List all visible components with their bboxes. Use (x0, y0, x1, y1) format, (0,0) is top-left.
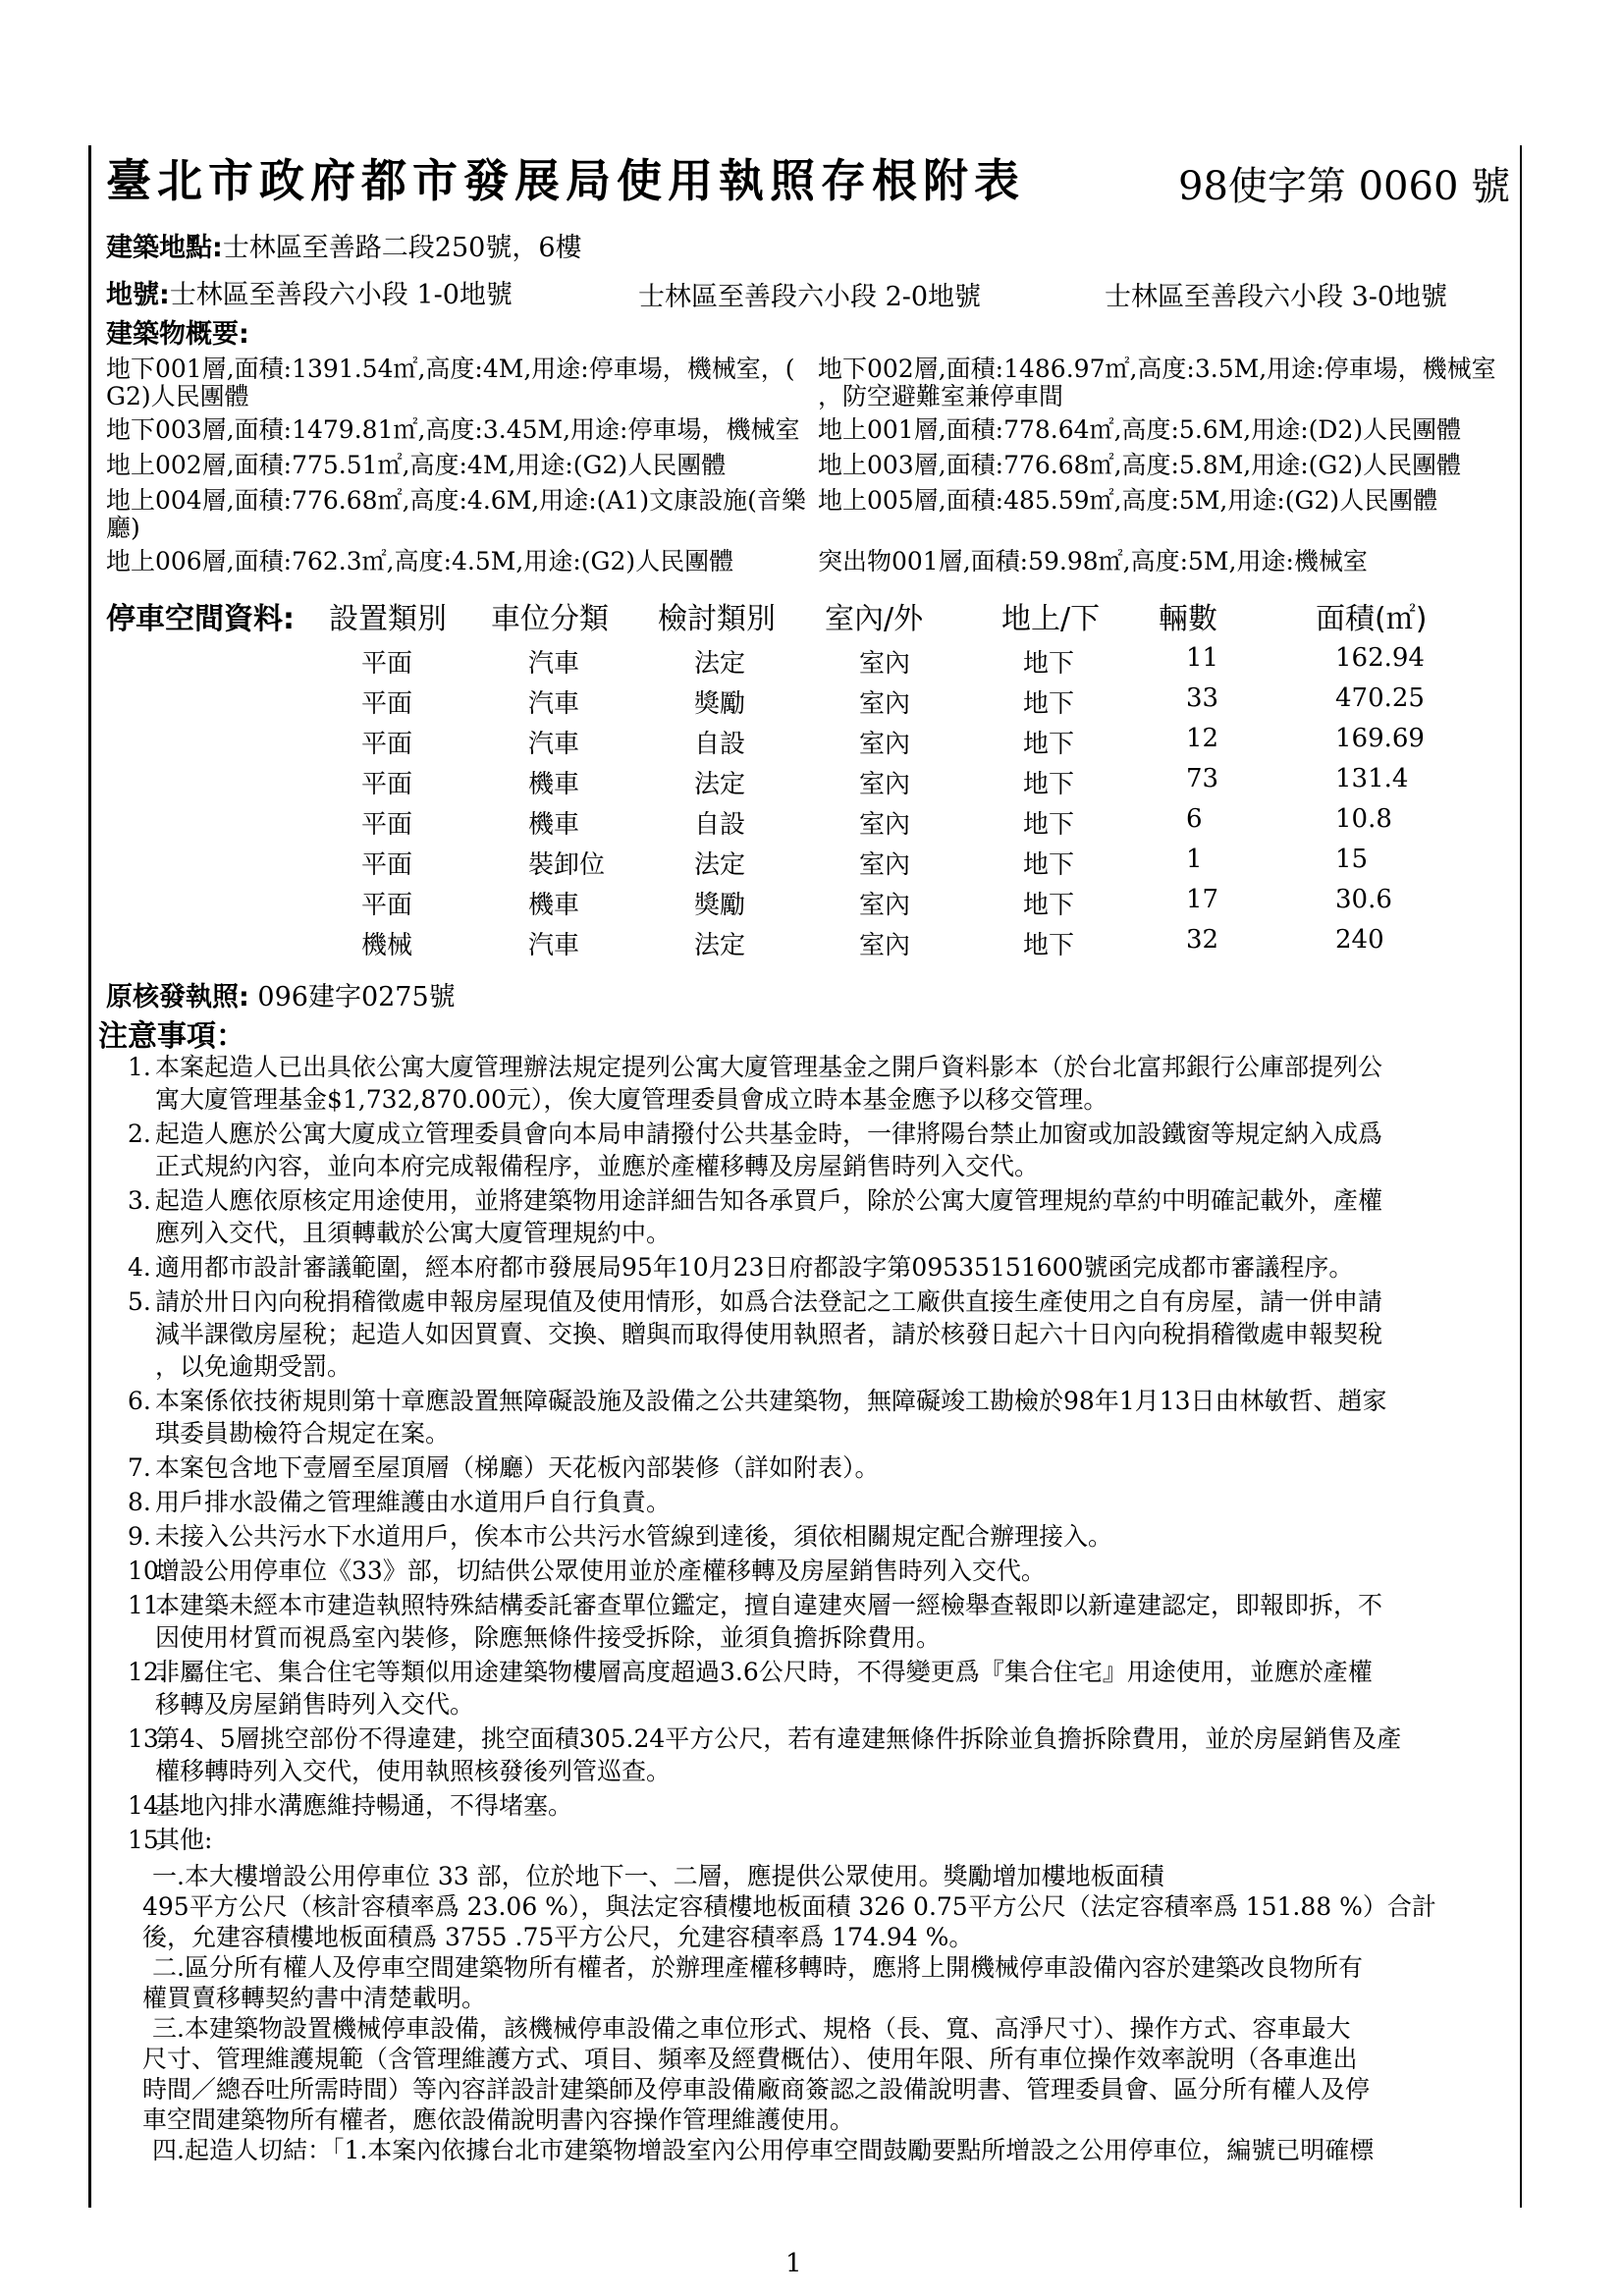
floor-right-1-cont: ，防空避難室兼停車間 (818, 382, 1064, 410)
note-5-line-3: ，以免逾期受罰。 (155, 1352, 352, 1381)
parking-header-7: 面積(㎡) (1316, 602, 1428, 636)
note-14-line-1: 基地內排水溝應維持暢通，不得堵塞。 (155, 1791, 573, 1820)
parking-cell-r3-c2: 汽車 (528, 730, 580, 759)
other-item-3-line-3: 時間／總吞吐所需時間）等內容詳設計建築師及停車設備廠商簽認之設備說明書、管理委員會、區分所有權人及停 (142, 2075, 1371, 2104)
parking-cell-r3-c1: 平面 (361, 730, 413, 759)
parking-cell-r7-c7: 30.6 (1335, 885, 1392, 914)
site-label: 建築地點: (106, 233, 223, 263)
floor-left-1: 地下001層,面積:1391.54㎡,高度:4M,用途:停車場，機械室，( (106, 355, 795, 383)
parking-header-3: 檢討類別 (658, 602, 776, 636)
document-title: 臺北市政府都市發展局使用執照存根附表 (106, 154, 1025, 207)
note-2-line-2: 正式規約內容，並向本府完成報備程序，並應於產權移轉及房屋銷售時列入交代。 (155, 1152, 1040, 1180)
floor-right-5: 突出物001層,面積:59.98㎡,高度:5M,用途:機械室 (818, 547, 1368, 575)
parking-cell-r3-c7: 169.69 (1335, 724, 1425, 753)
parking-cell-r6-c4: 室內 (859, 850, 911, 880)
note-number-8: 8. (128, 1488, 151, 1516)
other-item-1-line-2: 495平方公尺（核計容積率爲 23.06 %），與法定容積樓地板面積 326 0.75平方公尺（法定容積率爲 151.88 %）合計 (142, 1892, 1436, 1921)
other-item-2-line-2: 權買賣移轉契約書中清楚載明。 (142, 1984, 487, 2012)
parking-cell-r7-c4: 室內 (859, 891, 911, 920)
lot-row (106, 273, 513, 311)
parking-cell-r5-c1: 平面 (361, 810, 413, 840)
site-row (106, 226, 582, 264)
parking-cell-r4-c6: 73 (1186, 764, 1219, 793)
note-5-line-1: 請於卅日內向稅捐稽徵處申報房屋現值及使用情形，如爲合法登記之工廠供直接生產使用之自有房屋，請一併申請 (155, 1287, 1383, 1316)
parking-cell-r5-c6: 6 (1186, 804, 1203, 834)
parking-cell-r8-c7: 240 (1335, 925, 1384, 955)
lot-value-2: 士林區至善段六小段 2-0地號 (638, 282, 982, 312)
parking-cell-r4-c3: 法定 (694, 770, 746, 799)
note-9-line-1: 未接入公共污水下水道用戶，俟本市公共污水管線到達後，須依相關規定配合辦理接入。 (155, 1522, 1113, 1551)
note-number-11: 11. (128, 1591, 167, 1619)
other-item-1-line-3: 後，允建容積樓地板面積爲 3755 .75平方公尺，允建容積率爲 174.94 %。 (142, 1923, 974, 1951)
site-value: 士林區至善路二段250號，6樓 (222, 233, 582, 263)
parking-cell-r8-c1: 機械 (361, 931, 413, 960)
parking-cell-r6-c7: 15 (1335, 845, 1369, 874)
note-8-line-1: 用戶排水設備之管理維護由水道用戶自行負責。 (155, 1488, 672, 1516)
parking-cell-r3-c4: 室內 (859, 730, 911, 759)
parking-cell-r8-c2: 汽車 (528, 931, 580, 960)
parking-cell-r2-c5: 地下 (1023, 689, 1075, 719)
parking-header-5: 地上/下 (1001, 602, 1101, 636)
parking-cell-r6-c3: 法定 (694, 850, 746, 880)
parking-cell-r8-c3: 法定 (694, 931, 746, 960)
parking-cell-r8-c6: 32 (1186, 925, 1219, 955)
note-4-line-1: 適用都市設計審議範圍，經本府都市發展局95年10月23日府都設字第09535151600號函完成都市審議程序。 (155, 1253, 1354, 1282)
parking-cell-r2-c6: 33 (1186, 683, 1219, 713)
parking-cell-r5-c2: 機車 (528, 810, 580, 840)
parking-header-1: 設置類別 (329, 602, 447, 636)
parking-cell-r3-c3: 自設 (694, 730, 746, 759)
original-permit-value: 096建字0275號 (257, 982, 456, 1012)
parking-header-2: 車位分類 (491, 602, 609, 636)
parking-cell-r7-c1: 平面 (361, 891, 413, 920)
parking-cell-r5-c3: 自設 (694, 810, 746, 840)
parking-cell-r1-c5: 地下 (1023, 649, 1075, 679)
parking-header-6: 輛數 (1159, 602, 1217, 636)
page-number: 1 (785, 2249, 802, 2278)
note-1-line-1: 本案起造人已出具依公寓大廈管理辦法規定提列公寓大廈管理基金之開戶資料影本（於台北富邦銀行公庫部提列公 (155, 1053, 1383, 1081)
note-number-14: 14. (128, 1791, 167, 1820)
parking-header-4: 室內/外 (825, 602, 924, 636)
permit-number: 98使字第 0060 號 (1178, 164, 1511, 209)
parking-cell-r8-c4: 室內 (859, 931, 911, 960)
floor-left-4-cont: 廳) (106, 514, 140, 542)
parking-cell-r5-c7: 10.8 (1335, 804, 1392, 834)
note-number-3: 3. (128, 1186, 151, 1215)
parking-cell-r1-c1: 平面 (361, 649, 413, 679)
parking-cell-r7-c2: 機車 (528, 891, 580, 920)
note-11-line-1: 本建築未經本市建造執照特殊結構委託審查單位鑑定，擅自違建夾層一經檢舉查報即以新違建認定，即報即拆，不 (155, 1591, 1383, 1619)
note-number-12: 12. (128, 1658, 167, 1686)
parking-cell-r2-c3: 獎勵 (694, 689, 746, 719)
floor-left-4: 地上004層,面積:776.68㎡,高度:4.6M,用途:(A1)文康設施(音樂 (106, 486, 806, 515)
parking-cell-r3-c6: 12 (1186, 724, 1219, 753)
note-number-6: 6. (128, 1387, 151, 1415)
parking-cell-r4-c5: 地下 (1023, 770, 1075, 799)
note-number-15: 15. (128, 1826, 167, 1854)
note-number-4: 4. (128, 1253, 151, 1282)
note-number-5: 5. (128, 1287, 151, 1316)
parking-cell-r3-c5: 地下 (1023, 730, 1075, 759)
note-3-line-2: 應列入交代，且須轉載於公寓大廈管理規約中。 (155, 1219, 672, 1247)
floor-right-3: 地上003層,面積:776.68㎡,高度:5.8M,用途:(G2)人民團體 (818, 451, 1462, 479)
parking-cell-r6-c5: 地下 (1023, 850, 1075, 880)
parking-cell-r6-c6: 1 (1186, 845, 1203, 874)
note-3-line-1: 起造人應依原核定用途使用，並將建築物用途詳細告知各承買戶，除於公寓大廈管理規約草約中明確記載外，產權 (155, 1186, 1383, 1215)
parking-cell-r2-c4: 室內 (859, 689, 911, 719)
parking-cell-r1-c3: 法定 (694, 649, 746, 679)
parking-cell-r5-c5: 地下 (1023, 810, 1075, 840)
floor-left-1-cont: G2)人民團體 (106, 382, 249, 410)
note-2-line-1: 起造人應於公寓大廈成立管理委員會向本局申請撥付公共基金時，一律將陽台禁止加窗或加設鐵窗等規定納入成爲 (155, 1120, 1383, 1148)
note-12-line-1: 非屬住宅、集合住宅等類似用途建築物樓層高度超過3.6公尺時，不得變更爲『集合住宅』用途使用，並應於產權 (155, 1658, 1373, 1686)
note-6-line-1: 本案係依技術規則第十章應設置無障礙設施及設備之公共建築物，無障礙竣工勘檢於98年1月13日由林敏哲、趙家 (155, 1387, 1387, 1415)
floor-right-4: 地上005層,面積:485.59㎡,高度:5M,用途:(G2)人民團體 (818, 486, 1438, 515)
parking-cell-r1-c4: 室內 (859, 649, 911, 679)
parking-cell-r4-c4: 室內 (859, 770, 911, 799)
parking-cell-r7-c5: 地下 (1023, 891, 1075, 920)
note-number-9: 9. (128, 1522, 151, 1551)
note-13-line-2: 權移轉時列入交代，使用執照核發後列管巡查。 (155, 1757, 672, 1785)
parking-cell-r6-c1: 平面 (361, 850, 413, 880)
parking-label: 停車空間資料: (106, 602, 295, 636)
parking-cell-r1-c6: 11 (1186, 643, 1219, 673)
note-10-line-1: 增設公用停車位《33》部，切結供公眾使用並於產權移轉及房屋銷售時列入交代。 (155, 1557, 1046, 1585)
parking-cell-r4-c1: 平面 (361, 770, 413, 799)
parking-cell-r6-c2: 裝卸位 (528, 850, 606, 880)
note-number-2: 2. (128, 1120, 151, 1148)
parking-cell-r8-c5: 地下 (1023, 931, 1075, 960)
lot-value-1: 士林區至善段六小段 1-0地號 (169, 280, 513, 310)
floor-right-2: 地上001層,面積:778.64㎡,高度:5.6M,用途:(D2)人民團體 (818, 415, 1462, 444)
note-number-10: 10. (128, 1557, 167, 1585)
parking-cell-r1-c7: 162.94 (1335, 643, 1425, 673)
note-6-line-2: 琪委員勘檢符合規定在案。 (155, 1419, 451, 1448)
lot-label: 地號: (106, 280, 170, 310)
other-item-4-line-1: 四.起造人切結：「1.本案內依據台北市建築物增設室內公用停車空間鼓勵要點所增設之公用停車位，編號已明確標 (152, 2136, 1375, 2164)
note-7-line-1: 本案包含地下壹層至屋頂層（梯廳）天花板內部裝修（詳如附表）。 (155, 1453, 880, 1482)
note-number-1: 1. (128, 1053, 151, 1081)
parking-cell-r4-c2: 機車 (528, 770, 580, 799)
note-5-line-2: 減半課徵房屋稅；起造人如因買賣、交換、贈與而取得使用執照者，請於核發日起六十日內向稅捐稽徵處申報契稅 (155, 1320, 1383, 1348)
floor-right-1: 地下002層,面積:1486.97㎡,高度:3.5M,用途:停車場，機械室 (818, 355, 1496, 383)
note-13-line-1: 第4、5層挑空部份不得違建，挑空面積305.24平方公尺，若有違建無條件拆除並負擔拆除費用，並於房屋銷售及產 (155, 1724, 1402, 1753)
other-item-2-line-1: 二.區分所有權人及停車空間建築物所有權者，於辦理產權移轉時，應將上開機械停車設備內容於建築改良物所有 (152, 1953, 1363, 1982)
note-number-7: 7. (128, 1453, 151, 1482)
lot-value-3: 士林區至善段六小段 3-0地號 (1105, 282, 1448, 312)
parking-cell-r7-c3: 獎勵 (694, 891, 746, 920)
floor-left-3: 地上002層,面積:775.51㎡,高度:4M,用途:(G2)人民團體 (106, 451, 727, 479)
other-item-3-line-4: 車空間建築物所有權者，應依設備說明書內容操作管理維護使用。 (142, 2105, 855, 2134)
note-1-line-2: 寓大廈管理基金$1,732,870.00元），俟大廈管理委員會成立時本基金應予以移交管理。 (155, 1085, 1108, 1114)
floor-left-5: 地上006層,面積:762.3㎡,高度:4.5M,用途:(G2)人民團體 (106, 547, 734, 575)
overview-label: 建築物概要: (106, 319, 249, 350)
original-permit-label: 原核發執照: (106, 982, 249, 1012)
other-item-3-line-1: 三.本建築物設置機械停車設備，該機械停車設備之車位形式、規格（長、寬、高淨尺寸）、操作方式、容車最大 (152, 2014, 1351, 2043)
parking-cell-r2-c2: 汽車 (528, 689, 580, 719)
other-item-1-line-1: 一.本大樓增設公用停車位 33 部，位於地下一、二層，應提供公眾使用。獎勵增加樓地板面積 (152, 1862, 1164, 1890)
original-permit-row (106, 975, 456, 1013)
parking-cell-r7-c6: 17 (1186, 885, 1219, 914)
floor-left-2: 地下003層,面積:1479.81㎡,高度:3.45M,用途:停車場，機械室 (106, 415, 800, 444)
other-item-3-line-2: 尺寸、管理維護規範（含管理維護方式、項目、頻率及經費概估）、使用年限、所有車位操作效率說明（各車進出 (142, 2045, 1358, 2073)
note-12-line-2: 移轉及房屋銷售時列入交代。 (155, 1690, 475, 1719)
parking-cell-r2-c7: 470.25 (1335, 683, 1425, 713)
parking-cell-r1-c2: 汽車 (528, 649, 580, 679)
parking-cell-r2-c1: 平面 (361, 689, 413, 719)
notes-heading: 注意事項： (98, 1019, 245, 1054)
parking-cell-r4-c7: 131.4 (1335, 764, 1409, 793)
note-11-line-2: 因使用材質而視爲室內裝修，除應無條件接受拆除，並須負擔拆除費用。 (155, 1623, 942, 1652)
note-number-13: 13. (128, 1724, 167, 1753)
parking-cell-r5-c4: 室內 (859, 810, 911, 840)
note-15-line-1: 其他: (155, 1826, 213, 1854)
